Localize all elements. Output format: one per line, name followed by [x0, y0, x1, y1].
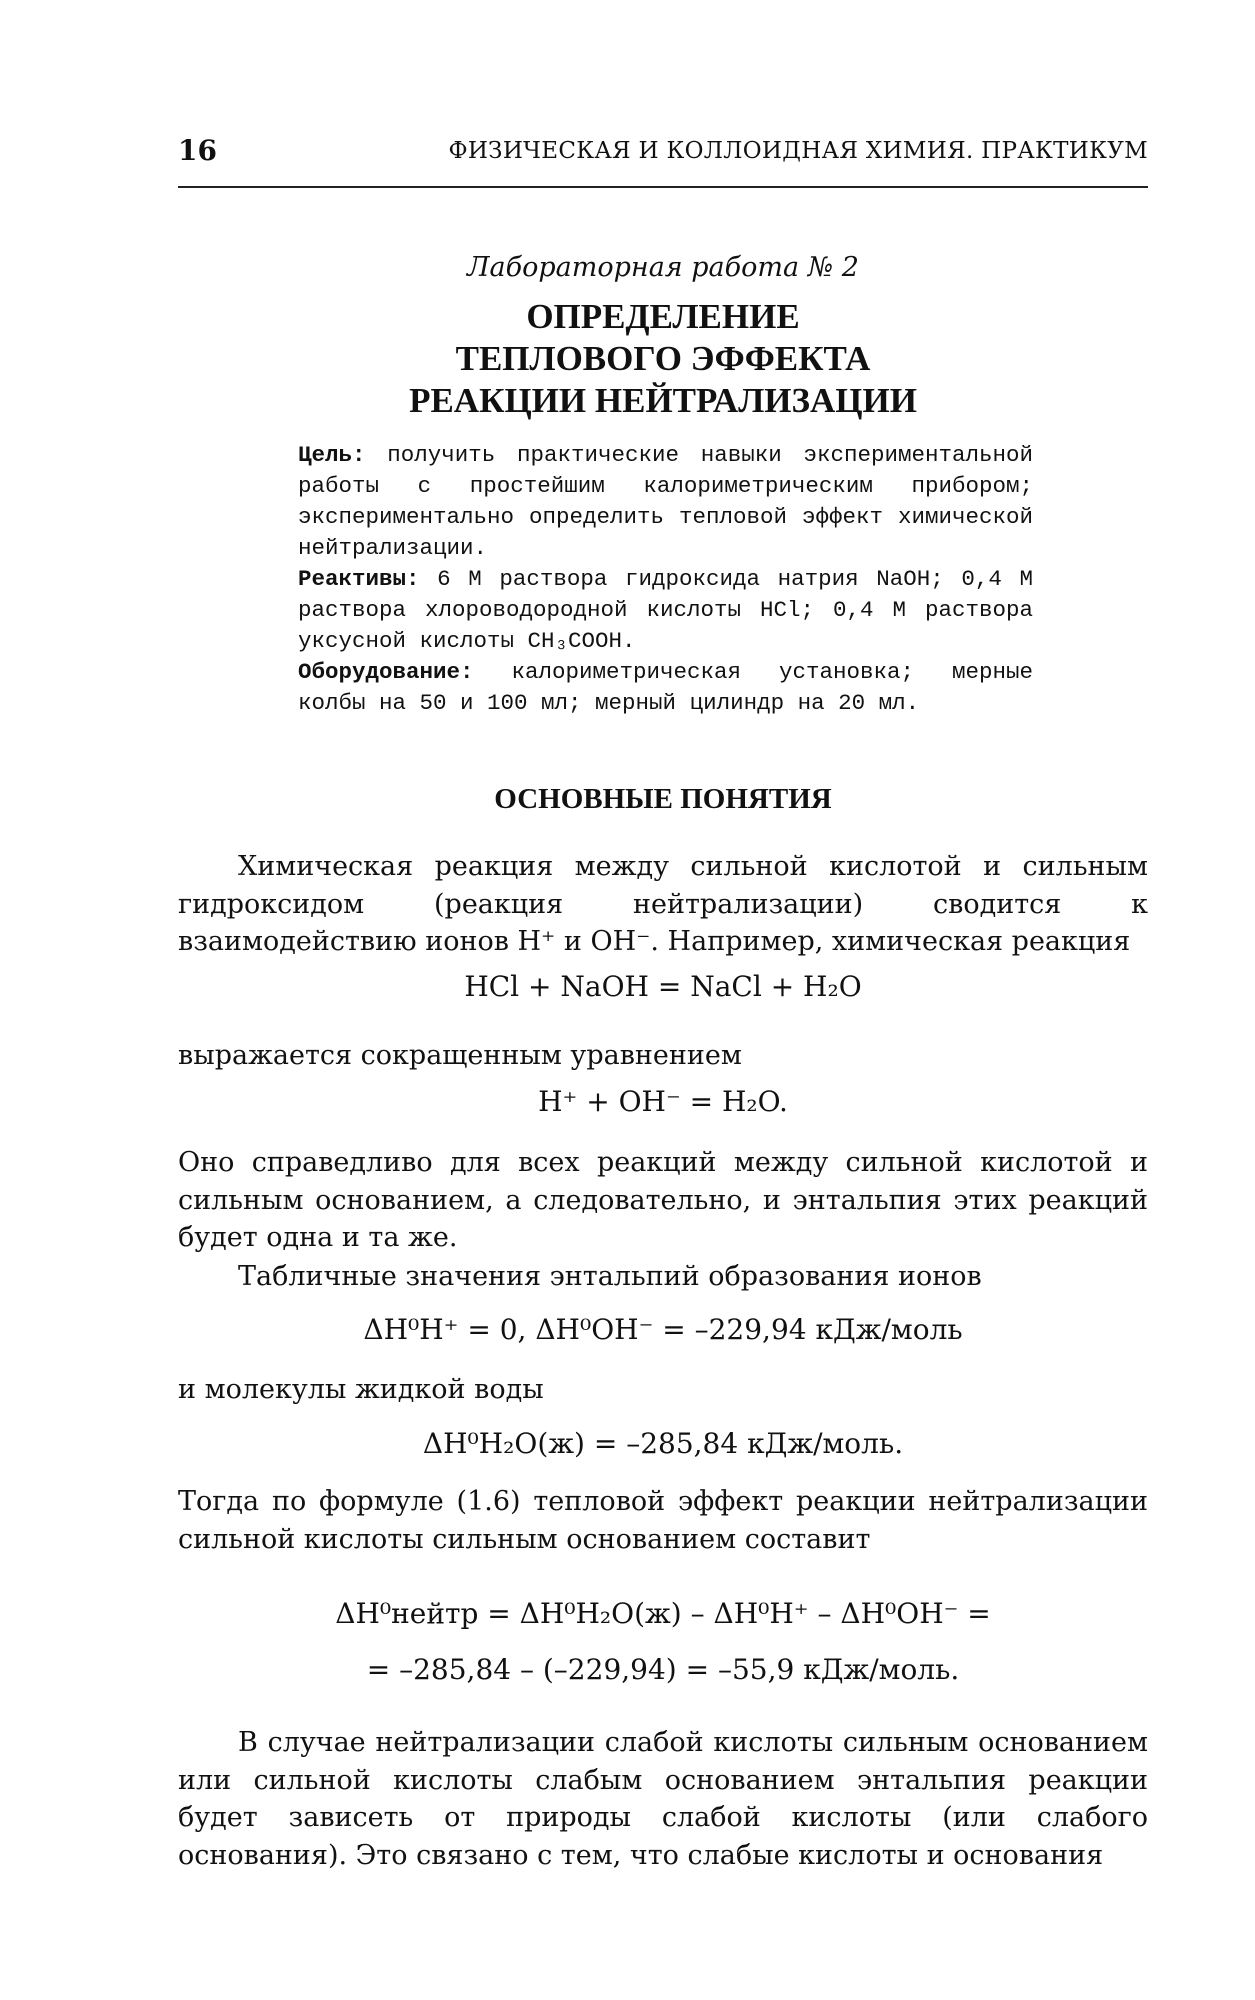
paragraph-formula-ref: Тогда по формуле (1.6) тепловой эффект реакции нейтрализации сильной кислоты сильным основанием составит — [178, 1486, 1148, 1555]
lab-work-label: Лабораторная работа № 2 — [467, 252, 859, 283]
header-divider — [178, 186, 1148, 188]
goal-block — [298, 440, 1033, 719]
reagents-paragraph — [298, 564, 1033, 657]
paragraph-table-values: Табличные значения энтальпий образования ионов — [238, 1261, 982, 1292]
equation-full: HCl + NaOH = NaCl + H₂O — [464, 970, 862, 1003]
paragraph-water: и молекулы жидкой воды — [178, 1374, 544, 1405]
equation-result: = –285,84 – (–229,94) = –55,9 кДж/моль. — [366, 1653, 960, 1686]
equipment-label: Оборудование: — [298, 659, 474, 685]
equation-neutralization: ΔH⁰нейтр = ΔH⁰H₂O(ж) – ΔH⁰H⁺ – ΔH⁰OH⁻ = — [335, 1597, 991, 1630]
equation-water-enthalpy: ΔH⁰H₂O(ж) = –285,84 кДж/моль. — [422, 1427, 904, 1460]
goal-label: Цель: — [298, 442, 366, 468]
page-header — [178, 134, 1148, 178]
goal-paragraph — [298, 440, 1033, 564]
goal-text: получить практические навыки экспериментальной работы с простейшим калориметрическим прибором; экспериментально определить тепловой эффект химической нейтрализации. — [298, 442, 1033, 561]
lab-title-line: РЕАКЦИИ НЕЙТРАЛИЗАЦИИ — [409, 381, 917, 420]
paragraph-validity: Оно справедливо для всех реакций между сильной кислотой и сильным основанием, а следовательно, и энтальпия этих реакций будет одна и та же. — [178, 1147, 1148, 1253]
lab-title-line: ТЕПЛОВОГО ЭФФЕКТА — [455, 339, 871, 378]
equipment-paragraph — [298, 657, 1033, 719]
section-title: ОСНОВНЫЕ ПОНЯТИЯ — [494, 783, 832, 815]
paragraph-intro: Химическая реакция между сильной кислотой и сильным гидроксидом (реакция нейтрализации) сводится к взаимодействию ионов H⁺ и OH⁻. Например, химическая реакция — [178, 851, 1148, 957]
equation-ion-enthalpies: ΔH⁰H⁺ = 0, ΔH⁰OH⁻ = –229,94 кДж/моль — [363, 1313, 963, 1346]
reagents-label: Реактивы: — [298, 566, 420, 592]
reagents-text: 6 М раствора гидроксида натрия NaOH; 0,4 М раствора хлороводородной кислоты HCl; 0,4 М раствора уксусной кислоты CH₃COOH. — [298, 566, 1033, 654]
equipment-text: калориметрическая установка; мерные колбы на 50 и 100 мл; мерный цилиндр на 20 мл. — [298, 659, 1033, 716]
page-number: 16 — [178, 134, 217, 167]
paragraph-weak-acid: В случае нейтрализации слабой кислоты сильным основанием или сильной кислоты слабым основанием энтальпия реакции будет зависеть от природы слабой кислоты (или слабого основания). Это связано с тем, что слабые кислоты и основания — [178, 1727, 1148, 1871]
equation-ionic: H⁺ + OH⁻ = H₂O. — [538, 1085, 788, 1118]
lab-title-line: ОПРЕДЕЛЕНИЕ — [526, 297, 800, 336]
running-title: ФИЗИЧЕСКАЯ И КОЛЛОИДНАЯ ХИМИЯ. ПРАКТИКУМ — [448, 138, 1148, 164]
paragraph-short-eq: выражается сокращенным уравнением — [178, 1040, 742, 1071]
lab-title — [178, 296, 1148, 422]
